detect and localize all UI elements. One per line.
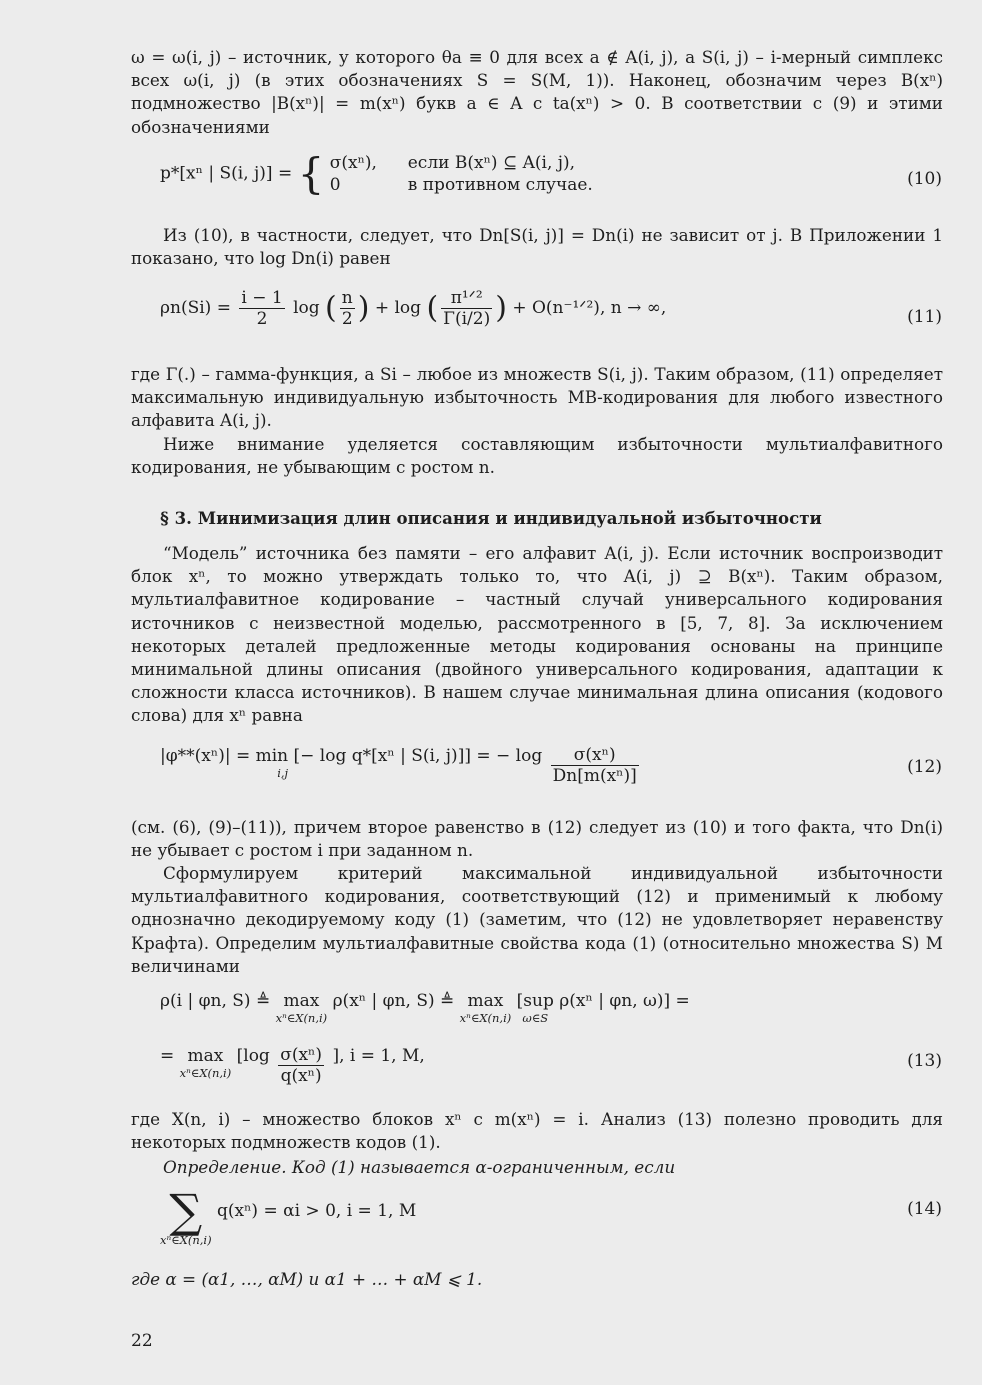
eq10-case2-condition: в противном случае. — [407, 175, 593, 195]
eq13-max3-label: max — [187, 1046, 224, 1066]
eq11-frac1-den: 2 — [256, 309, 268, 329]
eq10-case2-value: 0 — [329, 175, 341, 195]
paragraph-after-10: Из (10), в частности, следует, что Dn[S(i, j)] = Dn(i) не зависит от j. В Приложении 1 показано, что log Dn(i) равен — [131, 225, 943, 269]
eq13-log: [log — [236, 1046, 270, 1066]
eq10-brace: { — [297, 149, 325, 198]
eq12-frac-den: Dn[m(xⁿ)] — [552, 766, 637, 786]
eq12-bracket: [− log q*[xⁿ | S(i, j)]] = − log — [293, 746, 543, 766]
eq11-frac3-num: π¹ᐟ² — [441, 288, 492, 309]
eq12-number: (12) — [907, 757, 942, 777]
eq14-sum-symbol: ∑ — [169, 1184, 203, 1238]
eq13-line2-eq: = — [160, 1046, 175, 1066]
eq13-tail2: ], i = 1, M, — [332, 1046, 425, 1066]
eq10-case1-value: σ(xⁿ), — [329, 153, 377, 173]
eq11-paren: ( — [426, 290, 439, 326]
eq11-frac2 — [340, 288, 355, 329]
eq12-lhs-sub: i,j — [277, 766, 289, 780]
eq14-sum-sub: xⁿ∈X(n,i) — [160, 1233, 212, 1247]
eq13-sup-label: [sup — [516, 991, 554, 1011]
eq14-body: q(xⁿ) = αi > 0, i = 1, M — [216, 1201, 417, 1221]
eq14-sum — [160, 1184, 212, 1247]
eq13-sup-sub: ω∈S — [522, 1011, 549, 1025]
eq13-mid: ρ(xⁿ | φn, S) ≜ — [332, 991, 455, 1011]
eq13-frac-num: σ(xⁿ) — [280, 1045, 323, 1065]
equation-14 — [160, 1184, 417, 1247]
eq10-number: (10) — [907, 169, 942, 189]
paragraph-intro: ω = ω(i, j) – источник, у которого θa ≡ 0 для всех a ∉ A(i, j), а S(i, j) – i-мерный симплекс всех ω(i, j) (в этих обозначениях S = S(M, 1)). Наконец, обозначим через B(xⁿ) подмножество |B(xⁿ)| = m(xⁿ) букв a ∈ A с ta(xⁿ) > 0. В соответствии с (9) и этими обозначениями — [131, 47, 943, 137]
paragraph-criterion: Сформулируем критерий максимальной индивидуальной избыточности мультиалфавитного кодирования, соответствующий (12) и применимый к любому однозначно декодируемому коду (1) (заметим, что (12) не удовлетворяет неравенству Крафта). Определим мультиалфавитные свойства кода (1) (относительно множества S) M величинами — [131, 863, 943, 976]
eq11-log-2: + log — [374, 298, 422, 318]
eq12-frac — [551, 745, 639, 786]
equation-11 — [160, 288, 666, 329]
eq13-max2-label: max — [467, 991, 504, 1011]
paragraph-after-11: где Γ(.) – гамма-функция, а Si – любое из множеств S(i, j). Таким образом, (11) определяет максимальную индивидуальную избыточность МВ-кодирования для любого известного алфавита A(i, j). — [131, 364, 943, 431]
eq12-min — [160, 745, 288, 779]
eq13-max3-sub: xⁿ∈X(n,i) — [179, 1066, 232, 1080]
eq13-max1-sub: xⁿ∈X(n,i) — [275, 1011, 328, 1025]
eq11-log: log — [293, 298, 320, 318]
eq12-frac-num: σ(xⁿ) — [551, 745, 639, 766]
eq13-frac-den: q(xⁿ) — [280, 1066, 322, 1086]
eq11-paren: ) — [495, 290, 507, 326]
eq13-max3 — [180, 1045, 232, 1079]
eq11-frac2-den: 2 — [341, 309, 353, 329]
paragraph-model: “Модель” источника без памяти – его алфавит A(i, j). Если источник воспроизводит блок xⁿ, то можно утверждать только то, что A(i, j) ⊇ B(xⁿ). Таким образом, мультиалфавитное кодирование – частный случай универсального кодирования источников с неизвестной моделью, рассмотренного в [5, 7, 8]. За исключением некоторых деталей предложенные методы кодирования основаны на принципе минимальной длины описания (двойного универсального кодирования, адаптации к сложности класса источников). В нашем случае минимальная длина описания (кодового слова) для xⁿ равна — [131, 543, 943, 726]
eq12-lhs: |φ**(xⁿ)| = min — [160, 746, 289, 766]
definition: Определение. Код (1) называется α-ограниченным, если — [163, 1157, 676, 1177]
eq13-max2 — [460, 990, 512, 1024]
equation-13-line1 — [160, 990, 690, 1024]
eq11-tail: + O(n⁻¹ᐟ²), n → ∞, — [512, 298, 667, 318]
eq13-tail1: ρ(xⁿ | φn, ω)] = — [559, 991, 690, 1011]
eq13-max1-label: max — [283, 991, 320, 1011]
eq13-frac — [278, 1045, 324, 1086]
eq11-paren: ( — [325, 290, 337, 326]
eq13-number: (13) — [907, 1051, 942, 1071]
eq11-frac3-den: Γ(i/2) — [443, 309, 491, 329]
eq10-case1-condition: если B(xⁿ) ⊆ A(i, j), — [407, 153, 576, 173]
eq11-frac1-num: i − 1 — [241, 288, 283, 308]
paragraph-final: где α = (α1, …, αM) и α1 + … + αM ⩽ 1. — [131, 1269, 483, 1289]
paragraph-below: Ниже внимание уделяется составляющим избыточности мультиалфавитного кодирования, не убывающим с ростом n. — [131, 434, 943, 478]
eq11-frac2-num: n — [341, 288, 353, 308]
eq10-lhs: p*[xⁿ | S(i, j)] = — [160, 163, 293, 184]
eq13-max1 — [276, 990, 328, 1024]
equation-12 — [160, 745, 642, 786]
eq11-frac1 — [239, 288, 284, 329]
eq13-sup — [517, 990, 554, 1024]
eq11-paren: ) — [357, 290, 370, 326]
page-number: 22 — [131, 1331, 153, 1351]
equation-13-line2 — [160, 1045, 425, 1086]
eq13-lhs: ρ(i | φn, S) ≜ — [160, 991, 271, 1011]
section-heading: § 3. Минимизация длин описания и индивидуальной избыточности — [160, 508, 822, 528]
eq10-cases — [330, 152, 593, 196]
eq11-lhs: ρn(Si) = — [160, 298, 231, 318]
paragraph-after-12: (см. (6), (9)–(11)), причем второе равенство в (12) следует из (10) и того факта, что Dn(i) не убывает с ростом i при заданном n. — [131, 817, 943, 861]
eq11-frac3 — [441, 288, 492, 329]
equation-10 — [160, 149, 593, 198]
paragraph-after-13: где X(n, i) – множество блоков xⁿ с m(xⁿ) = i. Анализ (13) полезно проводить для некоторых подмножеств кодов (1). — [131, 1109, 943, 1153]
eq11-number: (11) — [907, 307, 942, 327]
eq13-max2-sub: xⁿ∈X(n,i) — [459, 1011, 512, 1025]
eq14-number: (14) — [907, 1199, 942, 1219]
